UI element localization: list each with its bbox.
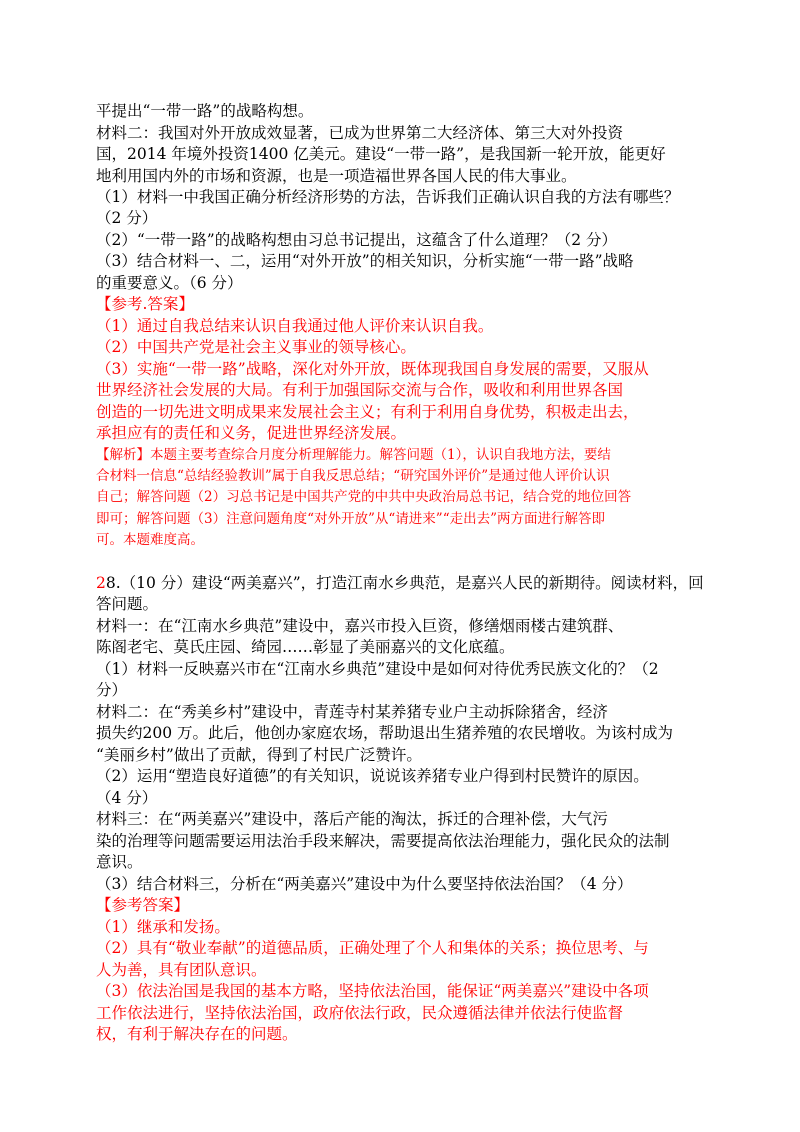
analysis-line: 合材料一信息“总结经验教训”属于自我反思总结；“研究国外评价”是通过他人评价认识: [96, 468, 610, 484]
score-line: （2 分）: [96, 209, 158, 227]
answer-line: 权，有利于解决存在的问题。: [96, 1025, 298, 1043]
answer-line: （2）具有“敬业奉献”的道德品质，正确处理了个人和集体的关系；换位思考、与: [96, 939, 649, 957]
question-1-line: （1）材料一中我国正确分析经济形势的方法，告诉我们正确认识自我的方法有哪些？: [96, 188, 680, 206]
question-3-line: （3）结合材料三，分析在“两美嘉兴”建设中为什么要坚持依法治国？（4 分）: [96, 875, 633, 893]
analysis-line: 可。本题难度高。: [96, 532, 204, 548]
answer-heading: 【参考.答案】: [96, 295, 194, 313]
answer-line: （1）继承和发扬。: [96, 918, 230, 936]
text-line: 染的治理等问题需要运用法治手段来解决，需要提高依法治理能力，强化民众的法制: [96, 832, 670, 850]
answer-line: 人为善，具有团队意识。: [96, 961, 267, 979]
text-line: 平提出“一带一路”的战略构想。: [96, 102, 314, 120]
score-line: 分）: [96, 681, 128, 699]
material-two-line: 材料二：我国对外开放成效显著，已成为世界第二大经济体、第三大对外投资: [96, 124, 624, 142]
analysis-line: 即可；解答问题（3）注意问题角度“对外开放”从“请进来”“走出去”两方面进行解答即: [96, 511, 605, 527]
material-three-line: 材料三：在“两美嘉兴”建设中，落后产能的淘汰，拆迁的合理补偿，大气污: [96, 810, 608, 828]
question-28-text: 8.（10 分）建设“两美嘉兴”，打造江南水乡典范，是嘉兴人民的新期待。阅读材料，回: [105, 574, 704, 592]
answer-line: （3）实施“一带一路”战略，深化对外开放，既体现我国自身发展的需要，又服从: [96, 360, 649, 378]
text-line: 地利用国内外的市场和资源，也是一项造福世界各国人民的伟大事业。: [96, 167, 577, 185]
text-line: “美丽乡村”做出了贡献，得到了村民广泛赞许。: [96, 746, 422, 764]
analysis-heading: 【解析】本题主要考查综合月度分析理解能力。解答问题（1），认识自我地方法，要结: [96, 447, 611, 463]
analysis-line: 自己；解答问题（2）习总书记是中国共产党的中共中央政治局总书记，结合党的地位回答: [96, 489, 632, 505]
answer-line: （2）中国共产党是社会主义事业的领导核心。: [96, 338, 416, 356]
answer-line: （1）通过自我总结来认识自我通过他人评价来认识自我。: [96, 317, 494, 335]
text-line: 损失约200 万。此后，他创办家庭农场，帮助退出生猪养殖的农民增收。为该村成为: [96, 724, 674, 742]
text-line: 答问题。: [96, 595, 159, 613]
material-two-line: 材料二：在“秀美乡村”建设中，青莲寺村某养猪专业户主动拆除猪舍，经济: [96, 703, 608, 721]
material-one-line: 材料一：在“江南水乡典范”建设中，嘉兴市投入巨资，修缮烟雨楼古建筑群、: [96, 617, 624, 635]
question-3-line: （3）结合材料一、二，运用“对外开放”的相关知识，分析实施“一带一路”战略: [96, 252, 634, 270]
question-2-line: （2）运用“塑造良好道德”的有关知识，说说该养猪专业户得到村民赞许的原因。: [96, 767, 649, 785]
text-line: 陈阁老宅、莫氏庄园、绮园……彰显了美丽嘉兴的文化底蕴。: [96, 638, 515, 656]
answer-line: 承担应有的责任和义务，促进世界经济发展。: [96, 424, 407, 442]
question-number-first-digit: 2: [96, 574, 106, 592]
answer-line: 工作依法进行，坚持依法治国，政府依法行政，民众遵循法律并依法行使监督: [96, 1004, 624, 1022]
answer-line: 世界经济社会发展的大局。有利于加强国际交流与合作，吸收和利用世界各国: [96, 381, 624, 399]
question-28-heading: [96, 573, 704, 593]
answer-heading: 【参考答案】: [96, 896, 190, 914]
question-2-line: （2）“一带一路”的战略构想由习总书记提出，这蕴含了什么道理？（2 分）: [96, 231, 618, 249]
question-1-line: （1）材料一反映嘉兴市在“江南水乡典范”建设中是如何对待优秀民族文化的？（2: [96, 660, 659, 678]
text-line: 的重要意义。（6 分）: [96, 274, 243, 292]
answer-line: 创造的一切先进文明成果来发展社会主义；有利于利用自身优势，积极走出去，: [96, 403, 639, 421]
answer-line: （3）依法治国是我国的基本方略，坚持依法治国，能保证“两美嘉兴”建设中各项: [96, 982, 649, 1000]
text-line: 国，2014 年境外投资1400 亿美元。建设“一带一路”，是我国新一轮开放，能更好: [96, 145, 666, 163]
score-line: （4 分）: [96, 789, 158, 807]
text-line: 意识。: [96, 853, 143, 871]
